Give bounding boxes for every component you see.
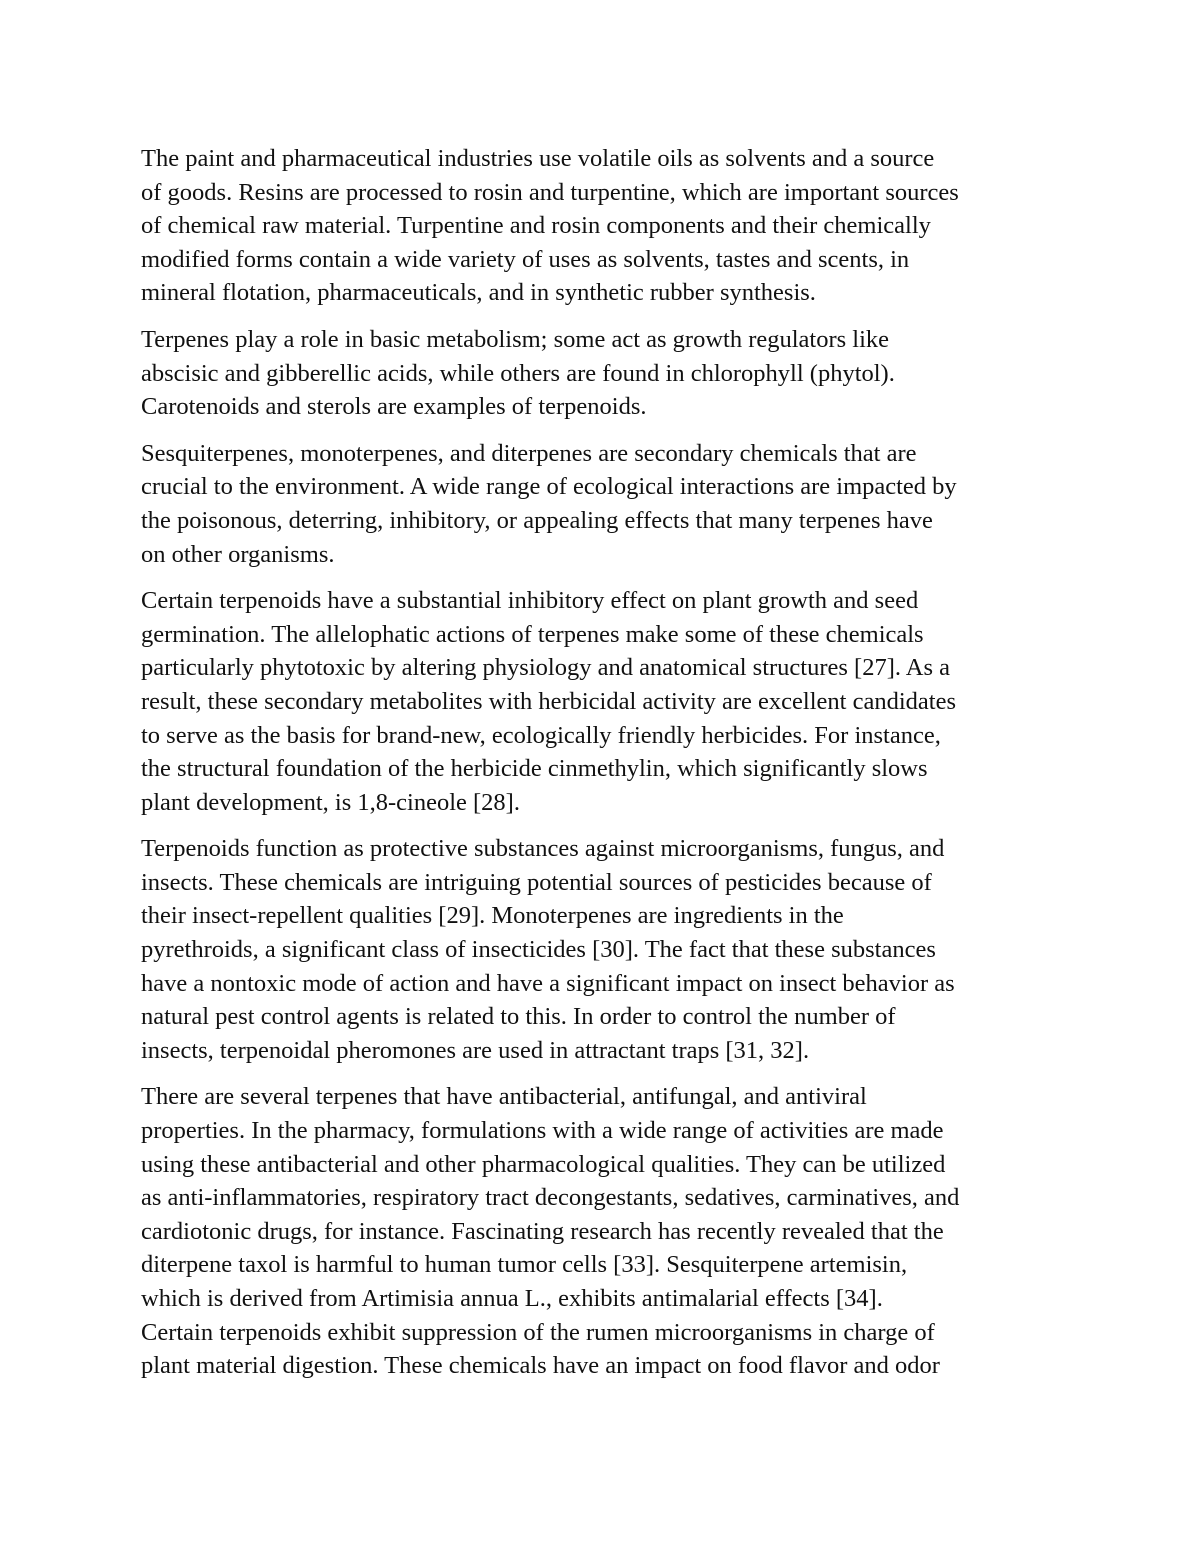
text-line: cardiotonic drugs, for instance. Fascinating research has recently revealed that the xyxy=(141,1217,944,1245)
text-line: plant material digestion. These chemicals have an impact on food flavor and odor xyxy=(141,1352,940,1380)
text-line: abscisic and gibberellic acids, while others are found in chlorophyll (phytol). xyxy=(141,359,895,387)
text-line: their insect-repellent qualities [29]. Monoterpenes are ingredients in the xyxy=(141,902,844,930)
text-line: result, these secondary metabolites with herbicidal activity are excellent candidates xyxy=(141,687,956,715)
text-line: have a nontoxic mode of action and have a significant impact on insect behavior as xyxy=(141,969,955,997)
text-line: natural pest control agents is related to this. In order to control the number of xyxy=(141,1003,896,1031)
text-line: on other organisms. xyxy=(141,540,335,568)
paragraph-metabolism xyxy=(141,323,1066,424)
text-line: of goods. Resins are processed to rosin and turpentine, which are important sources xyxy=(141,178,959,206)
text-line: There are several terpenes that have antibacterial, antifungal, and antiviral xyxy=(141,1083,867,1111)
paragraph-ecology xyxy=(141,437,1066,571)
paragraph-herbicides xyxy=(141,584,1066,819)
text-line: of chemical raw material. Turpentine and rosin components and their chemically xyxy=(141,212,931,240)
text-line: mineral flotation, pharmaceuticals, and in synthetic rubber synthesis. xyxy=(141,279,816,307)
text-line: insects. These chemicals are intriguing potential sources of pesticides because of xyxy=(141,868,932,896)
text-line: insects, terpenoidal pheromones are used in attractant traps [31, 32]. xyxy=(141,1036,810,1064)
text-line: Terpenes play a role in basic metabolism; some act as growth regulators like xyxy=(141,325,890,353)
text-line: particularly phytotoxic by altering physiology and anatomical structures [27]. As a xyxy=(141,654,950,682)
text-line: Certain terpenoids exhibit suppression of the rumen microorganisms in charge of xyxy=(141,1318,935,1346)
text-line: Certain terpenoids have a substantial inhibitory effect on plant growth and seed xyxy=(141,587,919,615)
text-line: germination. The allelophatic actions of terpenes make some of these chemicals xyxy=(141,620,924,648)
text-line: Sesquiterpenes, monoterpenes, and diterpenes are secondary chemicals that are xyxy=(141,439,917,467)
text-line: diterpene taxol is harmful to human tumor cells [33]. Sesquiterpene artemisin, xyxy=(141,1251,908,1279)
text-line: using these antibacterial and other pharmacological qualities. They can be utilized xyxy=(141,1150,946,1178)
text-line: plant development, is 1,8-cineole [28]. xyxy=(141,788,520,816)
paragraph-pesticides xyxy=(141,832,1066,1067)
paragraph-industrial-uses xyxy=(141,142,1066,310)
text-line: modified forms contain a wide variety of uses as solvents, tastes and scents, in xyxy=(141,245,910,273)
text-line: Carotenoids and sterols are examples of terpenoids. xyxy=(141,393,647,421)
paragraph-pharmacology xyxy=(141,1080,1066,1382)
text-line: properties. In the pharmacy, formulations with a wide range of activities are made xyxy=(141,1117,944,1145)
body-text xyxy=(141,142,1066,1396)
text-line: which is derived from Artimisia annua L., exhibits antimalarial effects [34]. xyxy=(141,1285,883,1312)
text-line: pyrethroids, a significant class of insecticides [30]. The fact that these substances xyxy=(141,936,936,964)
text-line: the structural foundation of the herbicide cinmethylin, which significantly slows xyxy=(141,755,928,783)
text-line: to serve as the basis for brand-new, ecologically friendly herbicides. For instance, xyxy=(141,721,941,749)
text-line: Terpenoids function as protective substances against microorganisms, fungus, and xyxy=(141,835,945,863)
text-line: the poisonous, deterring, inhibitory, or appealing effects that many terpenes have xyxy=(141,506,933,534)
text-line: crucial to the environment. A wide range of ecological interactions are impacted by xyxy=(141,473,957,501)
text-line: as anti-inflammatories, respiratory tract decongestants, sedatives, carminatives, and xyxy=(141,1184,960,1212)
text-line: The paint and pharmaceutical industries use volatile oils as solvents and a source xyxy=(141,145,935,172)
